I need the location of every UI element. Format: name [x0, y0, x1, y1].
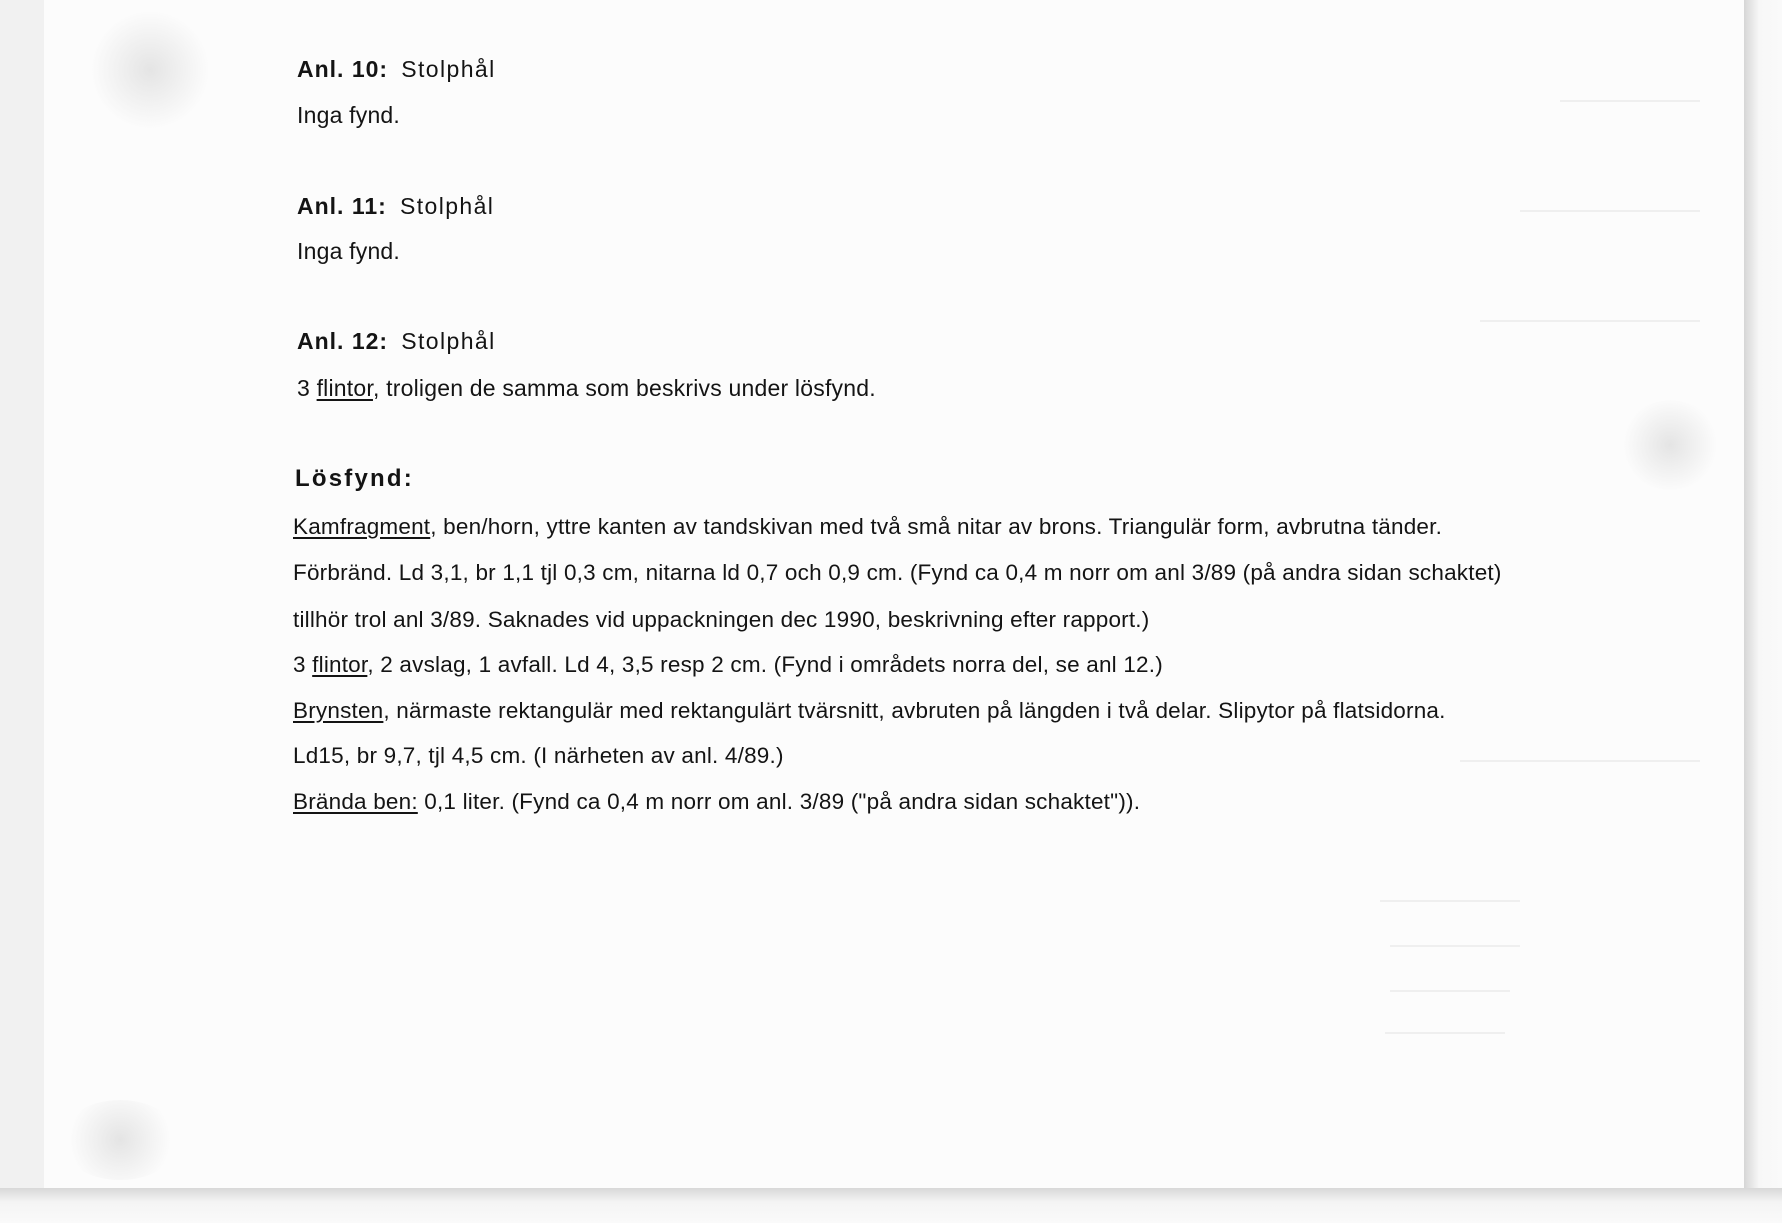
underlined-term: Kamfragment	[293, 514, 431, 539]
find-kamfragment-line3: tillhör trol anl 3/89. Saknades vid uppackningen dec 1990, beskrivning efter rapport.)	[293, 607, 1150, 632]
find-brynsten: Brynsten, närmaste rektangulär med rektangulärt tvärsnitt, avbruten på längden i två delar. Slipytor på flatsidorna.	[293, 698, 1446, 723]
bleed-through-mark	[1460, 760, 1700, 762]
entry-title: Stolphål	[400, 193, 495, 219]
entry-heading	[297, 56, 496, 83]
underlined-term: Brända ben:	[293, 789, 418, 814]
bleed-through-mark	[1385, 1032, 1505, 1034]
find-kamfragment: Kamfragment, ben/horn, yttre kanten av tandskivan med två små nitar av brons. Triangulär form, avbrutna tänder.	[293, 514, 1443, 539]
find-brynsten-line2: Ld15, br 9,7, tjl 4,5 cm. (I närheten av anl. 4/89.)	[293, 743, 784, 768]
bleed-through-mark	[1390, 945, 1520, 947]
bleed-through-mark	[1560, 100, 1700, 102]
bleed-through-mark	[1520, 210, 1700, 212]
section-heading-losfynd: Lösfynd:	[295, 465, 414, 492]
bleed-through-mark	[1390, 990, 1510, 992]
entry-title: Stolphål	[401, 56, 496, 82]
find-kamfragment-line2: Förbränd. Ld 3,1, br 1,1 tjl 0,3 cm, nitarna ld 0,7 och 0,9 cm. (Fynd ca 0,4 m norr om anl 3/89 (på andra sidan schaktet)	[293, 560, 1502, 585]
entry-title: Stolphål	[401, 328, 496, 354]
entry-label: Anl. 12:	[297, 328, 389, 354]
entry-label: Anl. 10:	[297, 56, 389, 82]
scan-edge-bottom	[0, 1188, 1782, 1223]
paper-sheet	[44, 0, 1744, 1188]
entry-text: 3 flintor, troligen de samma som beskrivs under lösfynd.	[297, 375, 876, 401]
entry-text: Inga fynd.	[297, 102, 401, 128]
entry-label: Anl. 11:	[297, 193, 387, 219]
underlined-term: flintor	[316, 375, 373, 401]
find-flintor: 3 flintor, 2 avslag, 1 avfall. Ld 4, 3,5 resp 2 cm. (Fynd i områdets norra del, se anl 12.)	[293, 652, 1163, 677]
scan-smudge	[60, 1100, 180, 1180]
scan-smudge	[90, 10, 210, 130]
bleed-through-mark	[1380, 900, 1520, 902]
scan-edge-right	[1744, 0, 1782, 1223]
underlined-term: flintor	[312, 652, 368, 677]
underlined-term: Brynsten	[293, 698, 384, 723]
entry-text: Inga fynd.	[297, 238, 401, 264]
entry-heading	[297, 328, 496, 355]
find-branda-ben: Brända ben: 0,1 liter. (Fynd ca 0,4 m norr om anl. 3/89 ("på andra sidan schaktet")).	[293, 789, 1141, 814]
scan-smudge	[1620, 400, 1720, 490]
bleed-through-mark	[1480, 320, 1700, 322]
entry-heading	[297, 193, 494, 220]
